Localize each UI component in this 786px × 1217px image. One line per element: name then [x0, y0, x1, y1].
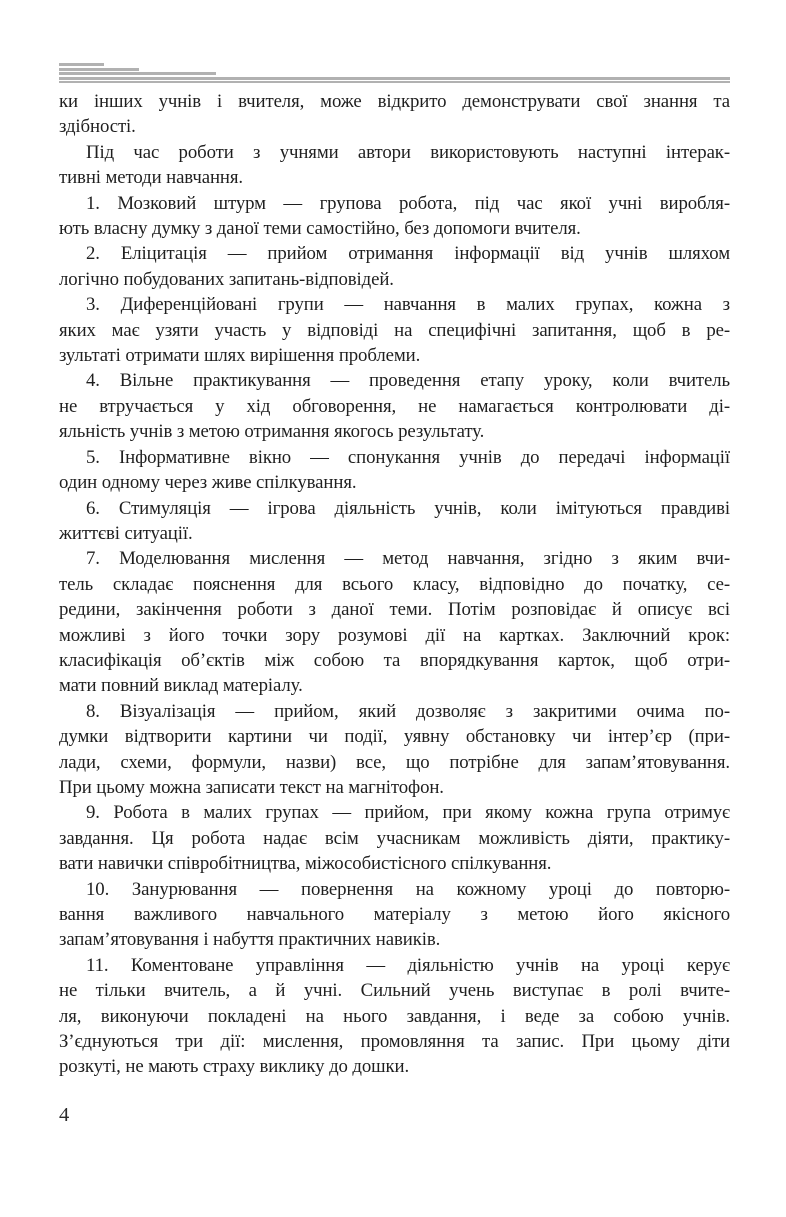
text-line: 11. Коментоване управління — діяльністю учнів на уроці керує: [86, 954, 730, 976]
ornament-bar-long: [59, 72, 216, 75]
paragraph: [59, 800, 730, 876]
ornament-rule-thick: [59, 77, 730, 80]
text-line: завдання. Ця робота надає всім учасникам можливість діяти, практику-: [59, 827, 730, 849]
ornament-bar-short: [59, 63, 104, 66]
paragraph: [59, 191, 730, 242]
text-line: 7. Моделювання мислення — метод навчання, згідно з яким вчи-: [86, 548, 730, 570]
text-line: ля, виконуючи покладені на нього завдання, і веде за собою учнів.: [59, 1005, 730, 1027]
text-line: ки інших учнів і вчителя, може відкрито демонструвати свої знання та: [59, 91, 730, 112]
text-line: тивні методи навчання.: [59, 167, 243, 189]
text-line: один одному через живе спілкування.: [59, 472, 357, 494]
paragraph: [59, 89, 730, 140]
text-line: вати навички співробітництва, міжособистісного спілкування.: [59, 853, 552, 875]
text-line: 5. Інформативне вікно — спонукання учнів до передачі інформації: [86, 446, 730, 468]
text-line: 6. Стимуляція — ігрова діяльність учнів, коли імітуються правдиві: [86, 497, 730, 519]
ornament-rule-thin: [59, 81, 730, 83]
text-line: мати повний виклад матеріалу.: [59, 675, 303, 697]
text-line: здібності.: [59, 116, 136, 138]
paragraph: [59, 953, 730, 1080]
text-content: [59, 89, 730, 1080]
text-line: З’єднуються три дії: мислення, промовляння та запис. При цьому діти: [59, 1031, 730, 1053]
ornament-bar-medium: [59, 68, 139, 71]
paragraph: [59, 445, 730, 496]
text-line: 1. Мозковий штурм — групова робота, під час якої учні виробля-: [86, 192, 730, 214]
text-line: ють власну думку з даної теми самостійно, без допомоги вчителя.: [59, 218, 581, 240]
text-line: 2. Еліцитація — прийом отримання інформації від учнів шляхом: [86, 243, 730, 265]
text-line: вання важливого навчального матеріалу з метою його якісного: [59, 904, 730, 925]
text-line: 8. Візуалізація — прийом, який дозволяє з закритими очима по-: [86, 700, 730, 722]
paragraph: [59, 877, 730, 953]
text-line: яких має узяти участь у відповіді на специфічні запитання, щоб в ре-: [59, 319, 730, 341]
text-line: При цьому можна записати текст на магнітофон.: [59, 776, 444, 798]
paragraph: [59, 368, 730, 444]
text-line: 3. Диференційовані групи — навчання в малих групах, кожна з: [86, 294, 730, 316]
text-line: 9. Робота в малих групах — прийом, при якому кожна група отримує: [86, 802, 730, 824]
paragraph: [59, 241, 730, 292]
page-number: 4: [59, 1104, 70, 1126]
header-ornament: [59, 63, 730, 83]
text-line: яльність учнів з метою отримання якогось результату.: [59, 421, 485, 443]
text-line: запам’ятовування і набуття практичних навиків.: [59, 929, 441, 951]
text-line: думки відтворити картини чи події, уявну обстановку чи інтер’єр (при-: [59, 726, 730, 748]
text-line: 4. Вільне практикування — проведення етапу уроку, коли вчитель: [86, 370, 730, 392]
text-line: логічно побудованих запитань-відповідей.: [59, 268, 394, 290]
text-line: редини, закінчення роботи з даної теми. Потім розповідає й описує всі: [59, 599, 730, 621]
text-line: розкуті, не мають страху виклику до дошки.: [59, 1056, 410, 1078]
text-line: можливі з його точки зору розумові дії на картках. Заключний крок:: [59, 624, 730, 646]
paragraph: [59, 496, 730, 547]
text-line: класифікація об’єктів між собою та впорядкування карток, щоб отри-: [59, 649, 730, 671]
text-line: Під час роботи з учнями автори використовують наступні інтерак-: [86, 141, 730, 163]
text-line: не тільки вчитель, а й учні. Сильний учень виступає в ролі вчите-: [59, 980, 730, 1002]
paragraph: [59, 292, 730, 368]
text-line: не втручається у хід обговорення, не намагається контролювати ді-: [59, 395, 730, 417]
paragraph: [59, 699, 730, 801]
paragraph: [59, 140, 730, 191]
text-line: 10. Занурювання — повернення на кожному уроці до повторю-: [86, 878, 730, 900]
text-line: тель складає пояснення для всього класу, відповідно до початку, се-: [59, 573, 730, 595]
text-line: лади, схеми, формули, назви) все, що потрібне для запам’ятовування.: [59, 751, 730, 773]
text-line: життєві ситуації.: [59, 522, 193, 544]
paragraph: [59, 546, 730, 698]
text-line: зультаті отримати шлях вирішення проблеми.: [59, 345, 421, 367]
